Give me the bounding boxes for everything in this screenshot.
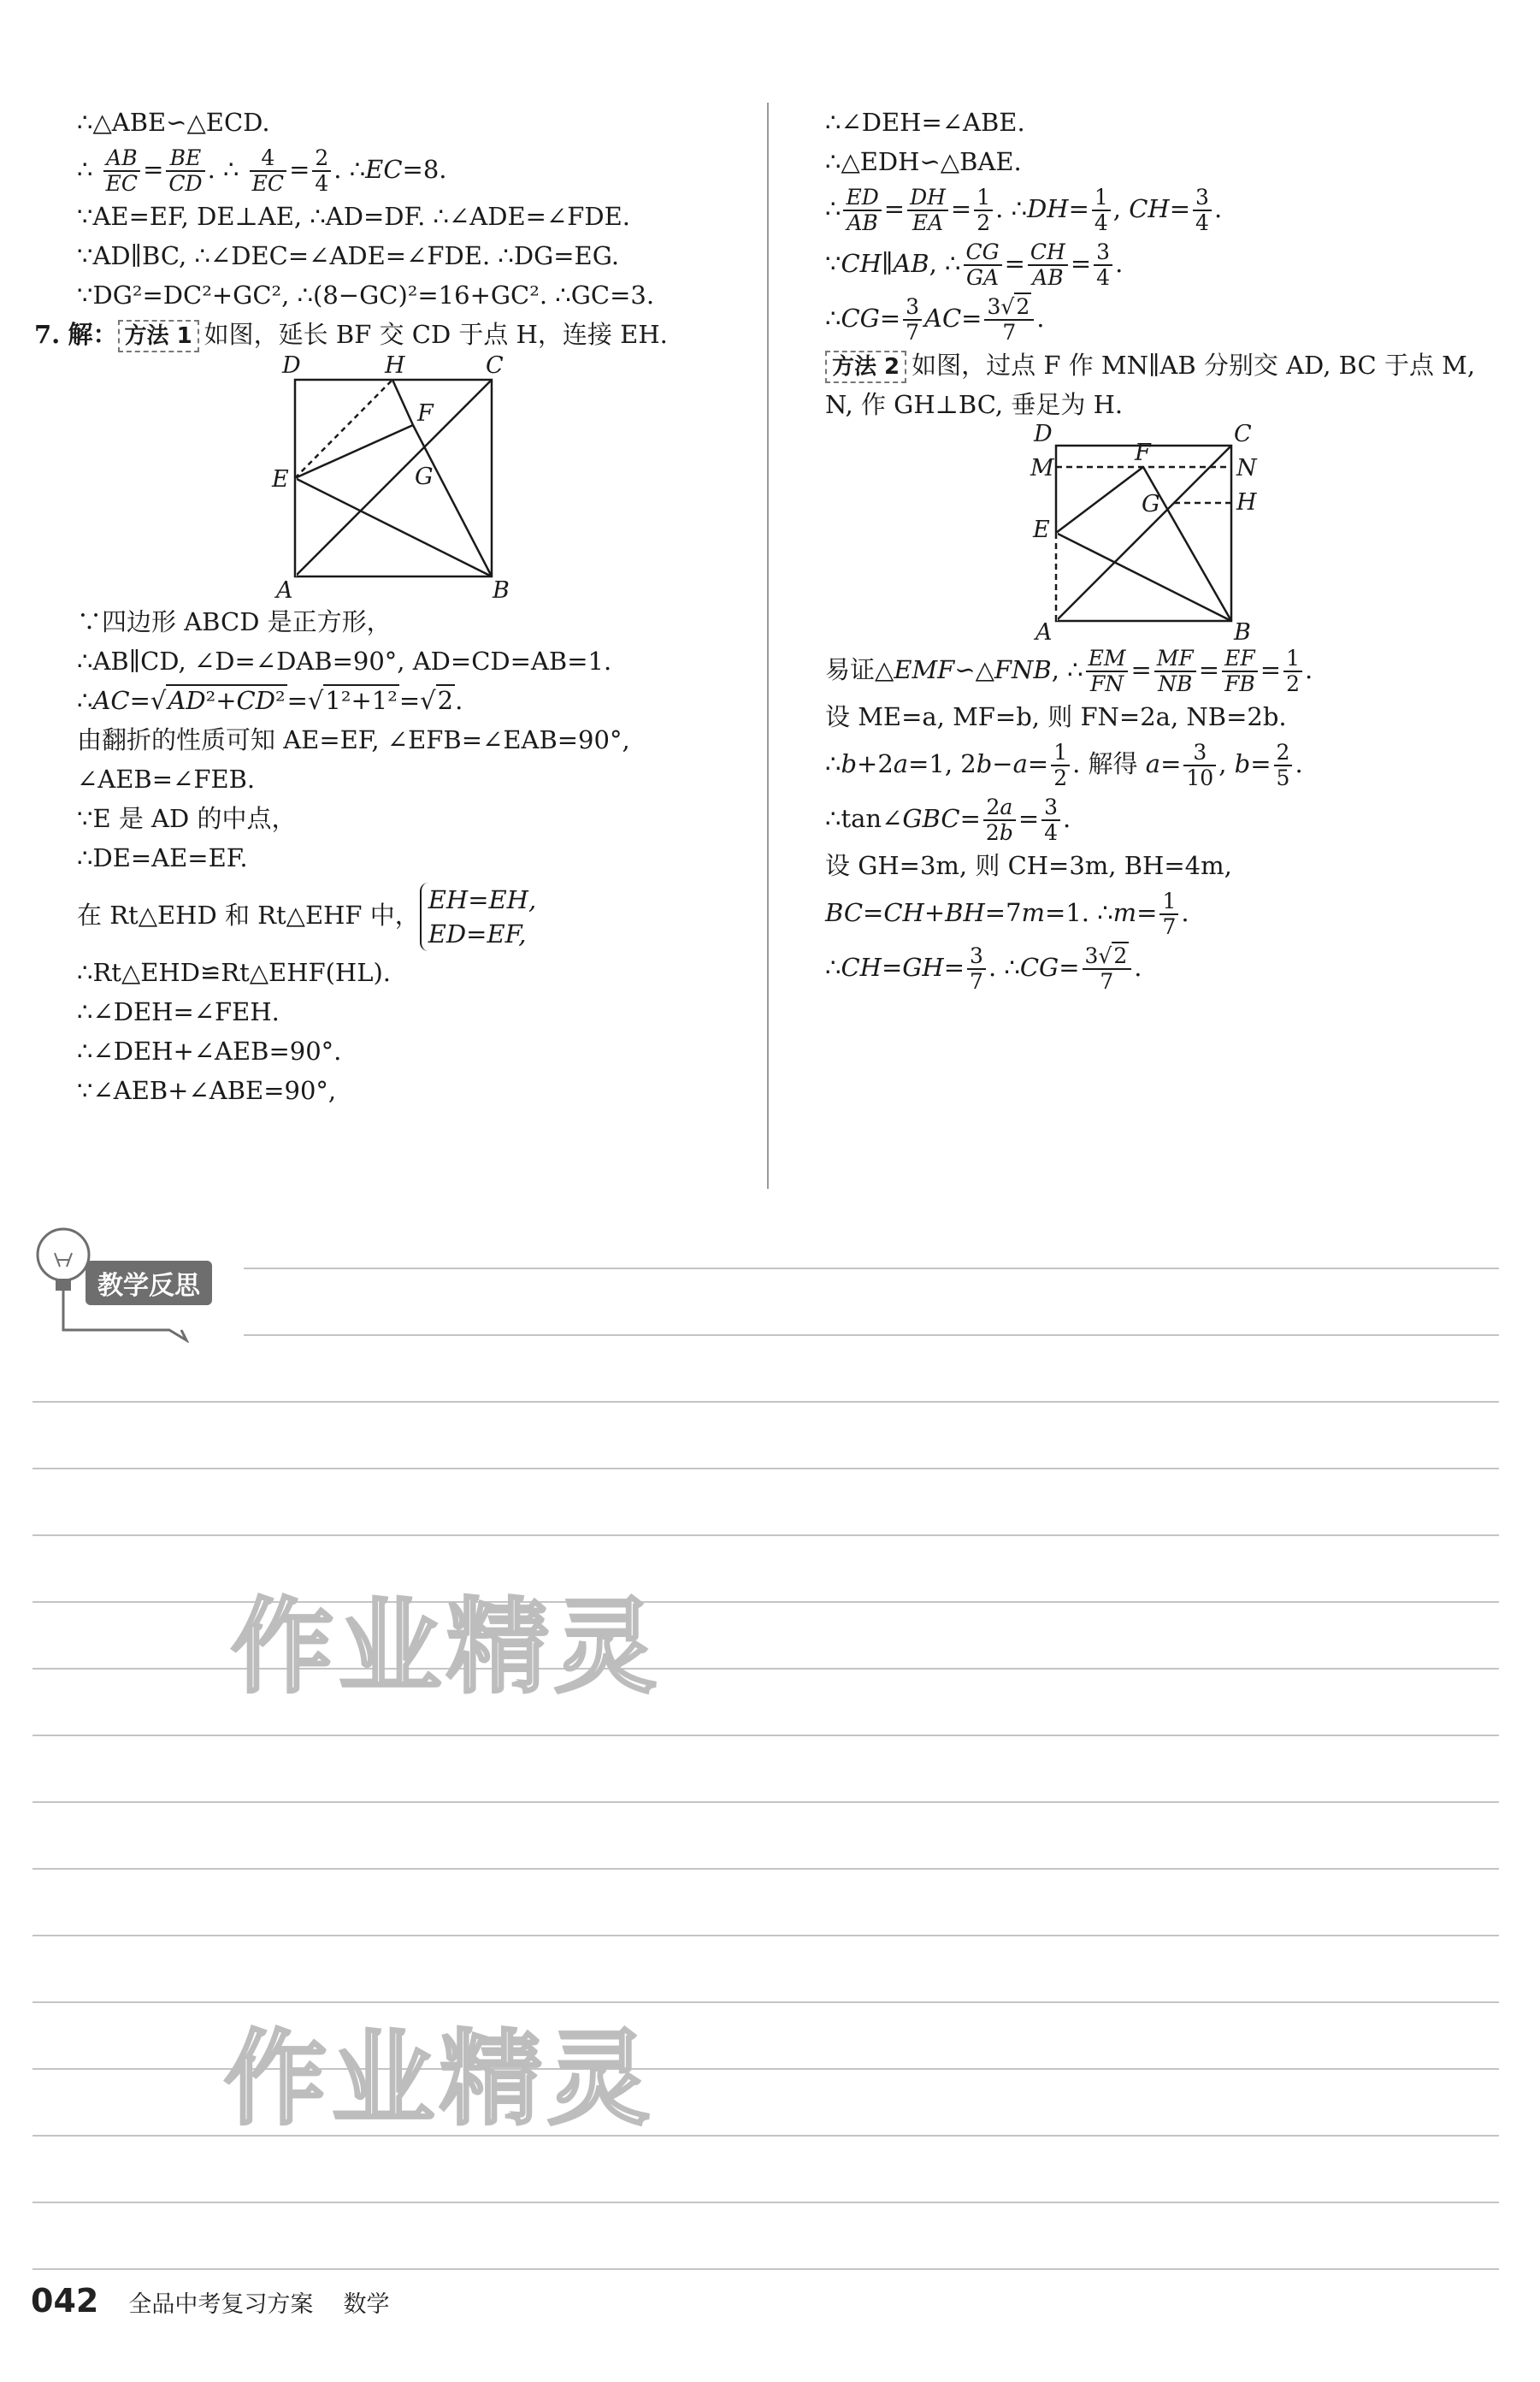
method2-text-1: 如图，过点 F 作 MN∥AB 分别交 AD, BC 于点 M, xyxy=(912,351,1476,380)
proof-line-fraction: BC=CH+BH=7m=1. ∴m= $\frac{1}{7}$ . xyxy=(825,889,1189,939)
ruled-line xyxy=(32,2202,1499,2203)
ruled-line xyxy=(32,1935,1499,1936)
ruled-line xyxy=(32,1401,1499,1403)
system-intro: 在 Rt△EHD 和 Rt△EHF 中， xyxy=(77,901,420,930)
proof-line: ∵AE=EF, DE⊥AE, ∴AD=DF. ∴∠ADE=∠FDE. xyxy=(77,202,631,231)
problem-label: 解： xyxy=(68,320,118,349)
watermark: 作业精灵 xyxy=(231,1588,662,1707)
label-F: F xyxy=(417,400,434,427)
proof-line-fraction: ∴CG= $\frac{3}{7}$ AC= $\frac{3√2}{7}$ . xyxy=(825,294,1045,345)
proof-line: ∴∠DEH=∠FEH. xyxy=(77,997,280,1026)
label-B: B xyxy=(1234,619,1251,642)
proof-line: 由翻折的性质可知 AE=EF, ∠EFB=∠EAB=90°, xyxy=(77,725,630,754)
label-D: D xyxy=(1034,424,1053,447)
label-D: D xyxy=(282,354,301,379)
reflection-label: 教学反思 xyxy=(86,1261,212,1305)
proof-line: ∴△EDH∽△BAE. xyxy=(825,147,1022,176)
proof-line-fraction: ∵CH∥AB, ∴ $\frac{CG}{GA}$ = $\frac{CH}{AB}$ = $\frac{3}{4}$ . xyxy=(825,239,1124,290)
page-number: 042 xyxy=(31,2282,99,2320)
label-G: G xyxy=(415,464,434,490)
label-H: H xyxy=(385,354,405,379)
watermark: 作业精灵 xyxy=(224,2020,655,2139)
proof-line-fraction: ∴ $\frac{AB}{EC}$ = $\frac{BE}{CD}$ . ∴ $\frac{4}{EC}$ = $\frac{2}{4}$ . ∴EC=8. xyxy=(77,145,447,196)
proof-line-fraction: ∴ $\frac{ED}{AB}$ = $\frac{DH}{EA}$ = $\frac{1}{2}$ . ∴DH= $\frac{1}{4}$ , CH= $\frac{3}{4}$ . xyxy=(825,185,1223,235)
proof-line: ∴AB∥CD, ∠D=∠DAB=90°, AD=CD=AB=1. xyxy=(77,647,612,676)
method2-header xyxy=(825,346,1509,385)
proof-line: ∴Rt△EHD≌Rt△EHF(HL). xyxy=(77,958,392,987)
label-M: M xyxy=(1030,455,1054,482)
proof-line-fraction: ∴b+2a=1, 2b−a= $\frac{1}{2}$ . 解得 a= $\frac{3}{10}$ , b= $\frac{2}{5}$ . xyxy=(825,740,1303,790)
ruled-line xyxy=(32,1868,1499,1870)
proof-line: ∵四边形 ABCD 是正方形， xyxy=(77,607,392,636)
problem-number: 7. xyxy=(34,320,61,349)
problem-header xyxy=(34,315,761,354)
label-G: G xyxy=(1142,491,1160,517)
system-eq1: EH=EH, xyxy=(428,885,537,914)
label-E: E xyxy=(1033,517,1050,543)
proof-line: ∵∠AEB+∠ABE=90°, xyxy=(77,1076,337,1105)
label-E: E xyxy=(272,466,289,493)
ruled-line xyxy=(244,1334,1499,1336)
proof-line-fraction: ∴tan∠GBC= $\frac{2a}{2b}$ = $\frac{3}{4}$ . xyxy=(825,795,1071,845)
label-F: F xyxy=(1135,440,1151,466)
label-H: H xyxy=(1236,489,1257,516)
page-footer xyxy=(31,2282,390,2320)
proof-line: ∵DG²=DC²+GC², ∴(8−GC)²=16+GC². ∴GC=3. xyxy=(77,281,655,310)
proof-line: ∴∠DEH+∠AEB=90°. xyxy=(77,1037,342,1066)
system-eq2: ED=EF, xyxy=(428,919,527,949)
ruled-line xyxy=(32,2268,1499,2270)
proof-line: ∴∠DEH=∠ABE. xyxy=(825,108,1025,137)
proof-line-fraction: ∴CH=GH= $\frac{3}{7}$ . ∴CG= $\frac{3√2}{7}$ . xyxy=(825,943,1142,994)
ruled-line xyxy=(32,1534,1499,1536)
method2-text-2: N, 作 GH⊥BC, 垂足为 H. xyxy=(825,390,1124,419)
proof-line: ∵E 是 AD 的中点， xyxy=(77,804,297,833)
equation-system xyxy=(77,878,761,953)
proof-line: 设 ME=a, MF=b, 则 FN=2a, NB=2b. xyxy=(825,702,1287,731)
ruled-line xyxy=(32,1801,1499,1803)
subject: 数学 xyxy=(343,2291,390,2318)
ruled-line xyxy=(32,1735,1499,1736)
method1-tag: 方法 1 xyxy=(118,320,199,352)
column-divider xyxy=(767,103,769,1189)
figure-1 xyxy=(77,354,761,602)
left-column xyxy=(34,103,761,1110)
method2-tag: 方法 2 xyxy=(825,351,906,383)
proof-line: 设 GH=3m, 则 CH=3m, BH=4m, xyxy=(825,851,1232,880)
figure-2 xyxy=(825,424,1509,642)
proof-line: ∵AD∥BC, ∴∠DEC=∠ADE=∠FDE. ∴DG=EG. xyxy=(77,241,620,270)
right-column xyxy=(825,103,1509,995)
proof-line-sqrt: ∴AC=√AD²+CD²=√1²+1²=√2. xyxy=(77,686,463,715)
ruled-line xyxy=(32,1468,1499,1469)
label-B: B xyxy=(493,577,510,602)
label-C: C xyxy=(486,354,504,379)
proof-line: ∴DE=AE=EF. xyxy=(77,843,248,872)
label-N: N xyxy=(1236,455,1257,482)
label-A: A xyxy=(276,577,293,602)
method1-text: 如图，延长 BF 交 CD 于点 H，连接 EH. xyxy=(204,320,668,349)
book-title: 全品中考复习方案 xyxy=(128,2291,314,2318)
proof-line: ∠AEB=∠FEB. xyxy=(77,765,256,794)
ruled-line xyxy=(244,1268,1499,1269)
proof-line: ∴△ABE∽△ECD. xyxy=(77,108,270,137)
label-C: C xyxy=(1234,424,1252,447)
proof-line-fraction: 易证△EMF∽△FNB, ∴ $\frac{EM}{FN}$ = $\frac{MF}{NB}$ = $\frac{EF}{FB}$ = $\frac{1}{2}$ . xyxy=(825,646,1313,696)
label-A: A xyxy=(1036,619,1053,642)
